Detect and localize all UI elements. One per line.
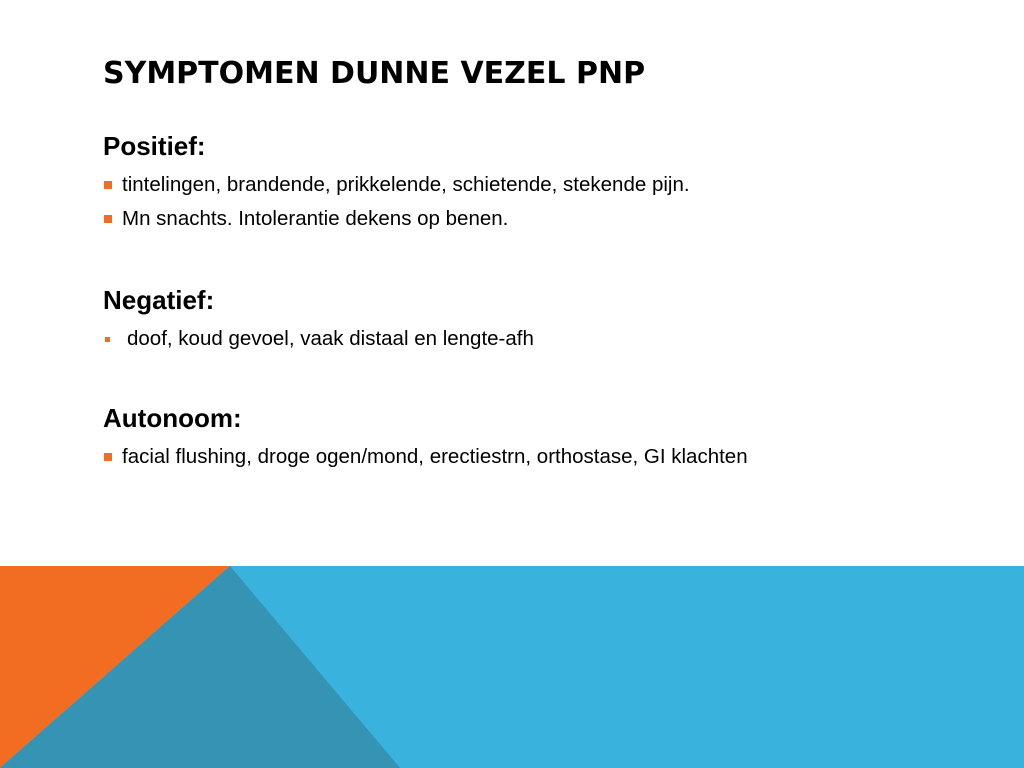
bullet-item [103, 170, 690, 200]
bullet-text: tintelingen, brandende, prikkelende, schietende, stekende pijn. [122, 173, 690, 196]
bullet-list-negatief [103, 324, 534, 354]
bullet-text: facial flushing, droge ogen/mond, erectiestrn, orthostase, GI klachten [122, 445, 748, 468]
square-bullet-icon [105, 337, 110, 342]
bullet-item [103, 324, 534, 354]
bullet-item [103, 204, 690, 234]
bullet-list-positief [103, 170, 690, 234]
bullet-text: doof, koud gevoel, vaak distaal en lengte-afh [127, 327, 534, 350]
footer-shapes [0, 566, 1024, 768]
decorative-footer-band [0, 566, 1024, 768]
slide-title: SYMPTOMEN DUNNE VEZEL PNP [103, 56, 646, 91]
section-positief [103, 128, 690, 238]
section-negatief [103, 282, 534, 358]
section-heading-autonoom: Autonoom: [103, 403, 242, 433]
bullet-list-autonoom [103, 442, 863, 472]
section-heading-positief: Positief: [103, 131, 206, 161]
square-bullet-icon [104, 453, 112, 461]
bullet-item [103, 442, 863, 472]
section-heading-negatief: Negatief: [103, 285, 215, 315]
section-autonoom [103, 400, 863, 476]
bullet-text: Mn snachts. Intolerantie dekens op benen. [122, 207, 509, 230]
square-bullet-icon [104, 181, 112, 189]
square-bullet-icon [104, 215, 112, 223]
